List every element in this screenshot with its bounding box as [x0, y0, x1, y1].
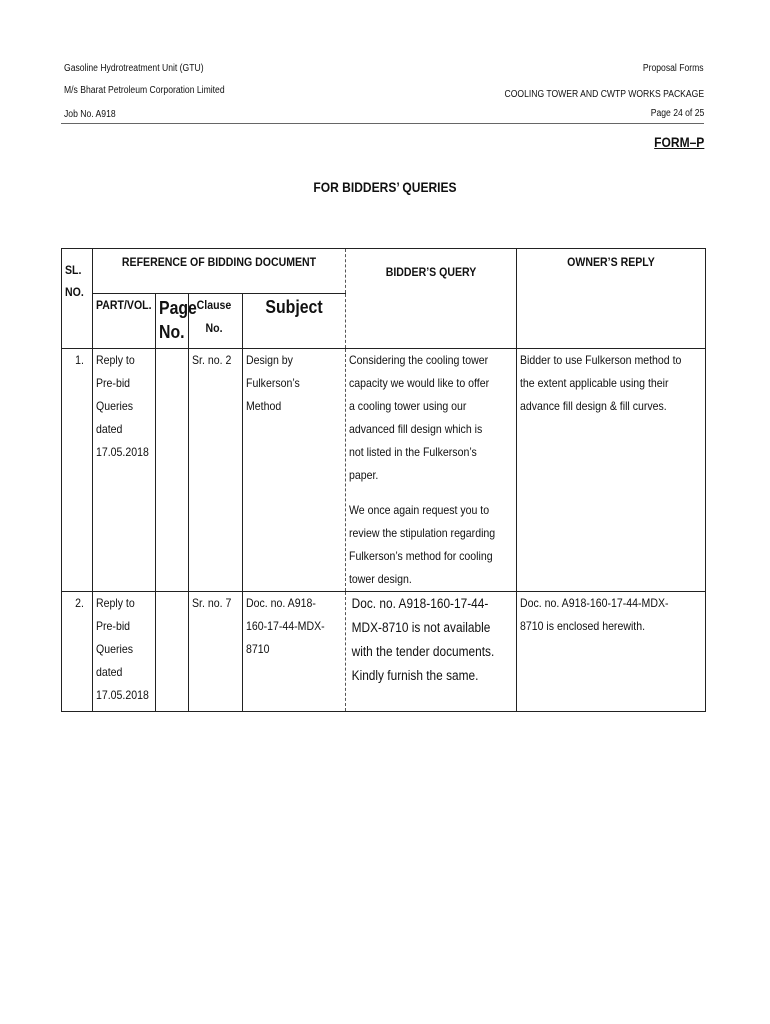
form-id: FORM–P [653, 134, 704, 150]
header-bidders-query: BIDDER’S QUERY [346, 249, 517, 349]
header-part-vol: PART/VOL. [93, 294, 156, 349]
queries-table [61, 248, 706, 712]
header-clause-no: Clause No. [189, 294, 243, 349]
document-title: FOR BIDDERS’ QUERIES [313, 179, 457, 195]
header-subject: Subject [243, 294, 346, 349]
row-owners-reply: Doc. no. A918-160-17-44-MDX-8710 is enclosed herewith. [517, 592, 706, 712]
table-row [62, 349, 706, 592]
row-subject: Doc. no. A918-160-17-44-MDX-8710 [243, 592, 346, 712]
header-unit: Gasoline Hydrotreatment Unit (GTU) [64, 63, 204, 74]
row-bidders-query: Considering the cooling tower capacity we would like to offer a cooling tower using our advanced fill design which is not listed in the Fulkerson’s paper. We once again request you to review the stipulation regarding Fulkerson’s method for cooling tower design. [346, 349, 517, 592]
row-sl-no: 1. [62, 349, 93, 592]
row-part-vol: Reply to Pre-bid Queries dated 17.05.2018 [93, 592, 156, 712]
table-header-row [62, 249, 706, 294]
row-owners-reply: Bidder to use Fulkerson method to the extent applicable using their advance fill design & fill curves. [517, 349, 706, 592]
header-sl-no: SL. NO. [62, 249, 93, 349]
header-page-number: Page 24 of 25 [650, 108, 704, 119]
row-clause-no: Sr. no. 7 [189, 592, 243, 712]
row-subject: Design by Fulkerson’s Method [243, 349, 346, 592]
row-page-no [156, 349, 189, 592]
header-job-number: Job No. A918 [64, 109, 116, 120]
header-package: COOLING TOWER AND CWTP WORKS PACKAGE [504, 89, 704, 100]
table-row [62, 592, 706, 712]
header-reference: REFERENCE OF BIDDING DOCUMENT [93, 249, 346, 294]
header-owners-reply: OWNER’S REPLY [517, 249, 706, 349]
row-bidders-query: Doc. no. A918-160-17-44-MDX-8710 is not available with the tender documents. Kindly furnish the same. [346, 592, 517, 712]
row-clause-no: Sr. no. 2 [189, 349, 243, 592]
header-page-no: Page No. [156, 294, 189, 349]
row-part-vol: Reply to Pre-bid Queries dated 17.05.2018 [93, 349, 156, 592]
row-page-no [156, 592, 189, 712]
header-rule [61, 123, 704, 124]
row-sl-no: 2. [62, 592, 93, 712]
header-company: M/s Bharat Petroleum Corporation Limited [64, 85, 225, 96]
header-section: Proposal Forms [643, 63, 704, 74]
